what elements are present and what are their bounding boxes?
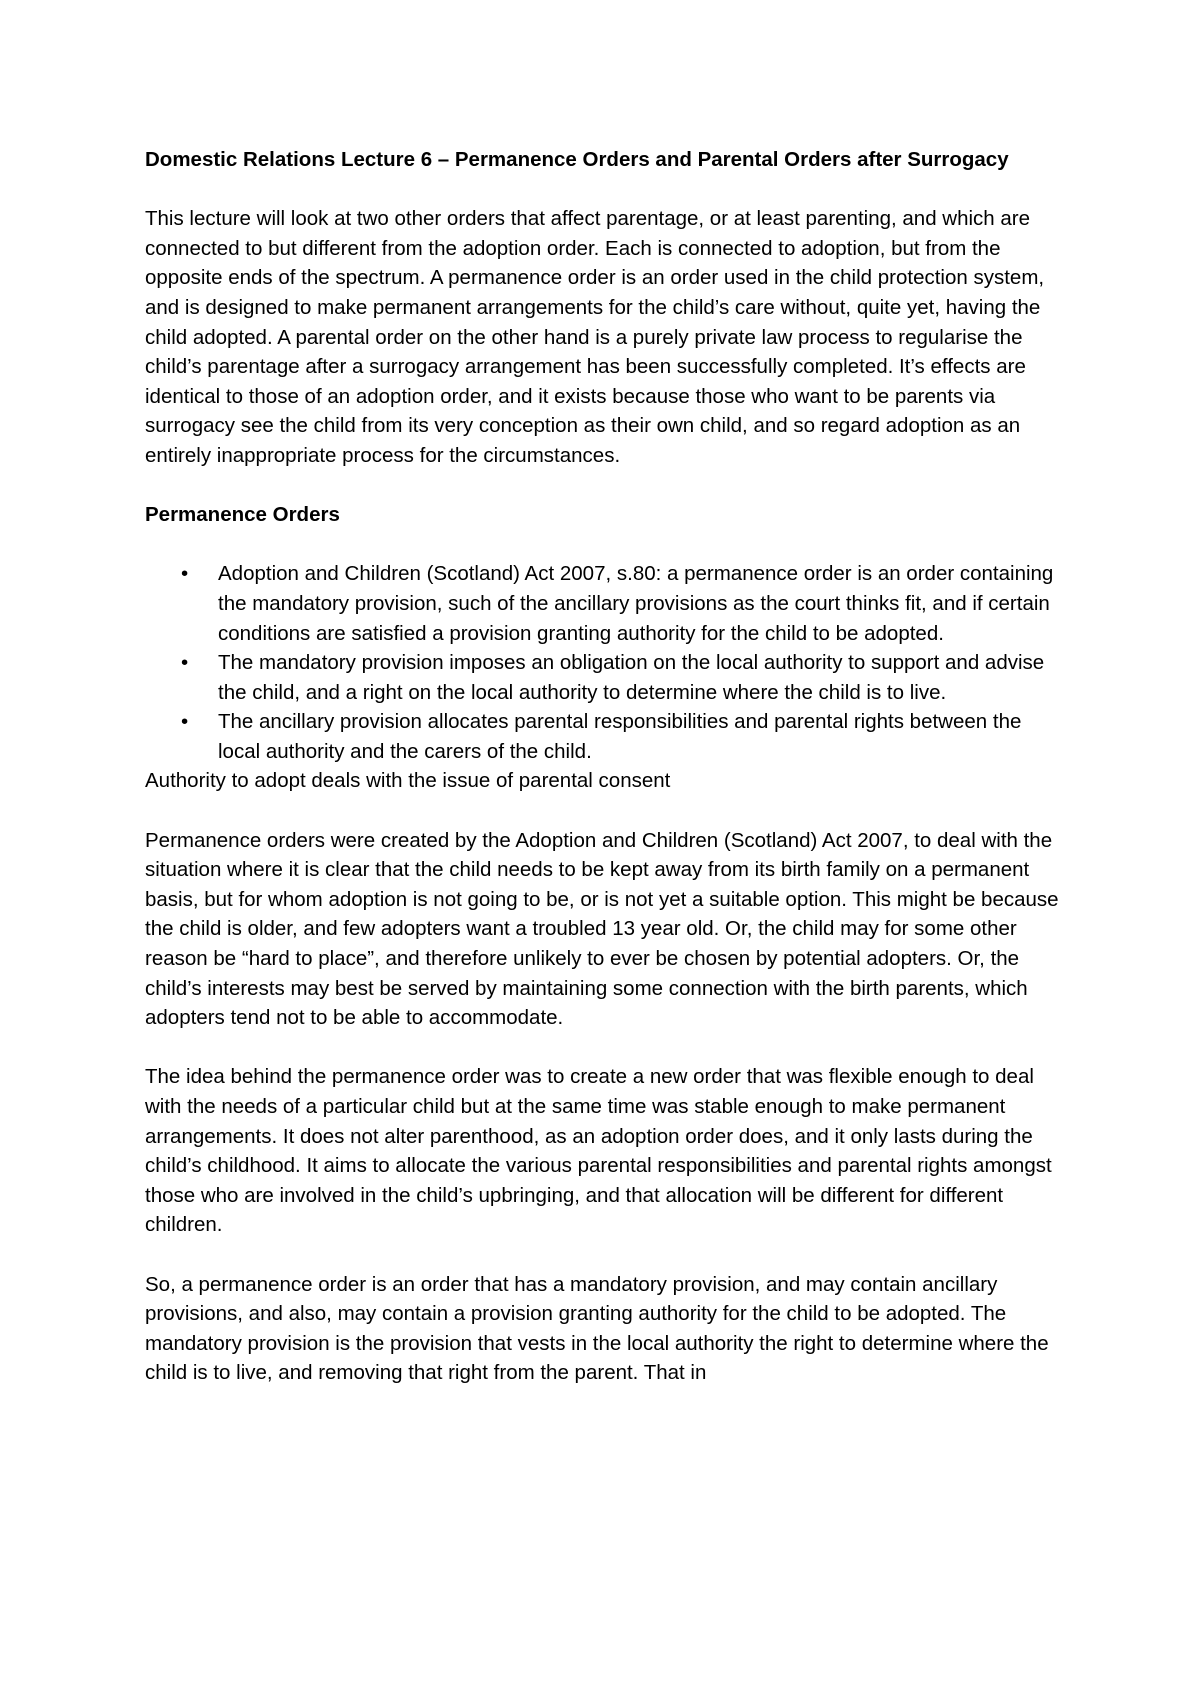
section-heading: Permanence Orders xyxy=(145,503,340,527)
bullet-text: The mandatory provision imposes an obligation on the local authority to support and advise the child, and a right on the local authority to determine where the child is to live. xyxy=(218,651,1045,704)
bullet-text: Adoption and Children (Scotland) Act 2007, s.80: a permanence order is an order containing the mandatory provision, such of the ancillary provisions as the court thinks fit, and if certain conditions are satisfied a provision granting authority for the child to be adopted. xyxy=(218,562,1054,645)
body-paragraph: The idea behind the permanence order was to create a new order that was flexible enough to deal with the needs of a particular child but at the same time was stable enough to make permanent arrangements. It does not alter parenthood, as an adoption order does, and it only lasts during the child’s childhood. It aims to allocate the various parental responsibilities and parental rights amongst those who are involved in the child’s upbringing, and that allocation will be different for different children. xyxy=(145,1065,1052,1237)
bullet-text: The ancillary provision allocates parental responsibilities and parental rights between the local authority and the carers of the child. xyxy=(218,710,1022,763)
document-body xyxy=(145,145,1067,1388)
document-title: Domestic Relations Lecture 6 – Permanence Orders and Parental Orders after Surrogacy xyxy=(145,148,1009,171)
intro-paragraph: This lecture will look at two other orders that affect parentage, or at least parenting, and which are connected to but different from the adoption order. Each is connected to adoption, but from the opposite ends of the spectrum. A permanence order is an order used in the child protection system, and is designed to make permanent arrangements for the child’s care without, quite yet, having the child adopted. A parental order on the other hand is a purely private law process to regularise the child’s parentage after a surrogacy arrangement has been successfully completed. It’s effects are identical to those of an adoption order, and it exists because those who want to be parents via surrogacy see the child from its very conception as their own child, and so regard adoption as an entirely inappropriate process for the circumstances. xyxy=(145,207,1045,467)
list-item xyxy=(145,648,1067,707)
bullet-icon: • xyxy=(181,562,189,586)
after-bullets-line: Authority to adopt deals with the issue of parental consent xyxy=(145,769,671,793)
body-paragraph: So, a permanence order is an order that has a mandatory provision, and may contain ancillary provisions, and also, may contain a provision granting authority for the child to be adopted. The mandatory provision is the provision that vests in the local authority the right to determine where the child is to live, and removing that right from the parent. That in xyxy=(145,1272,1049,1385)
list-item xyxy=(145,707,1067,766)
list-item xyxy=(145,559,1067,648)
bullet-list xyxy=(145,559,1067,766)
bullet-icon: • xyxy=(181,651,189,675)
body-paragraph: Permanence orders were created by the Adoption and Children (Scotland) Act 2007, to deal with the situation where it is clear that the child needs to be kept away from its birth family on a permanent basis, but for whom adoption is not going to be, or is not yet a suitable option. This might be because the child is older, and few adopters want a troubled 13 year old. Or, the child may for some other reason be “hard to place”, and therefore unlikely to ever be chosen by potential adopters. Or, the child’s interests may best be served by maintaining some connection with the birth parents, which adopters tend not to be able to accommodate. xyxy=(145,828,1059,1030)
bullet-icon: • xyxy=(181,710,189,734)
